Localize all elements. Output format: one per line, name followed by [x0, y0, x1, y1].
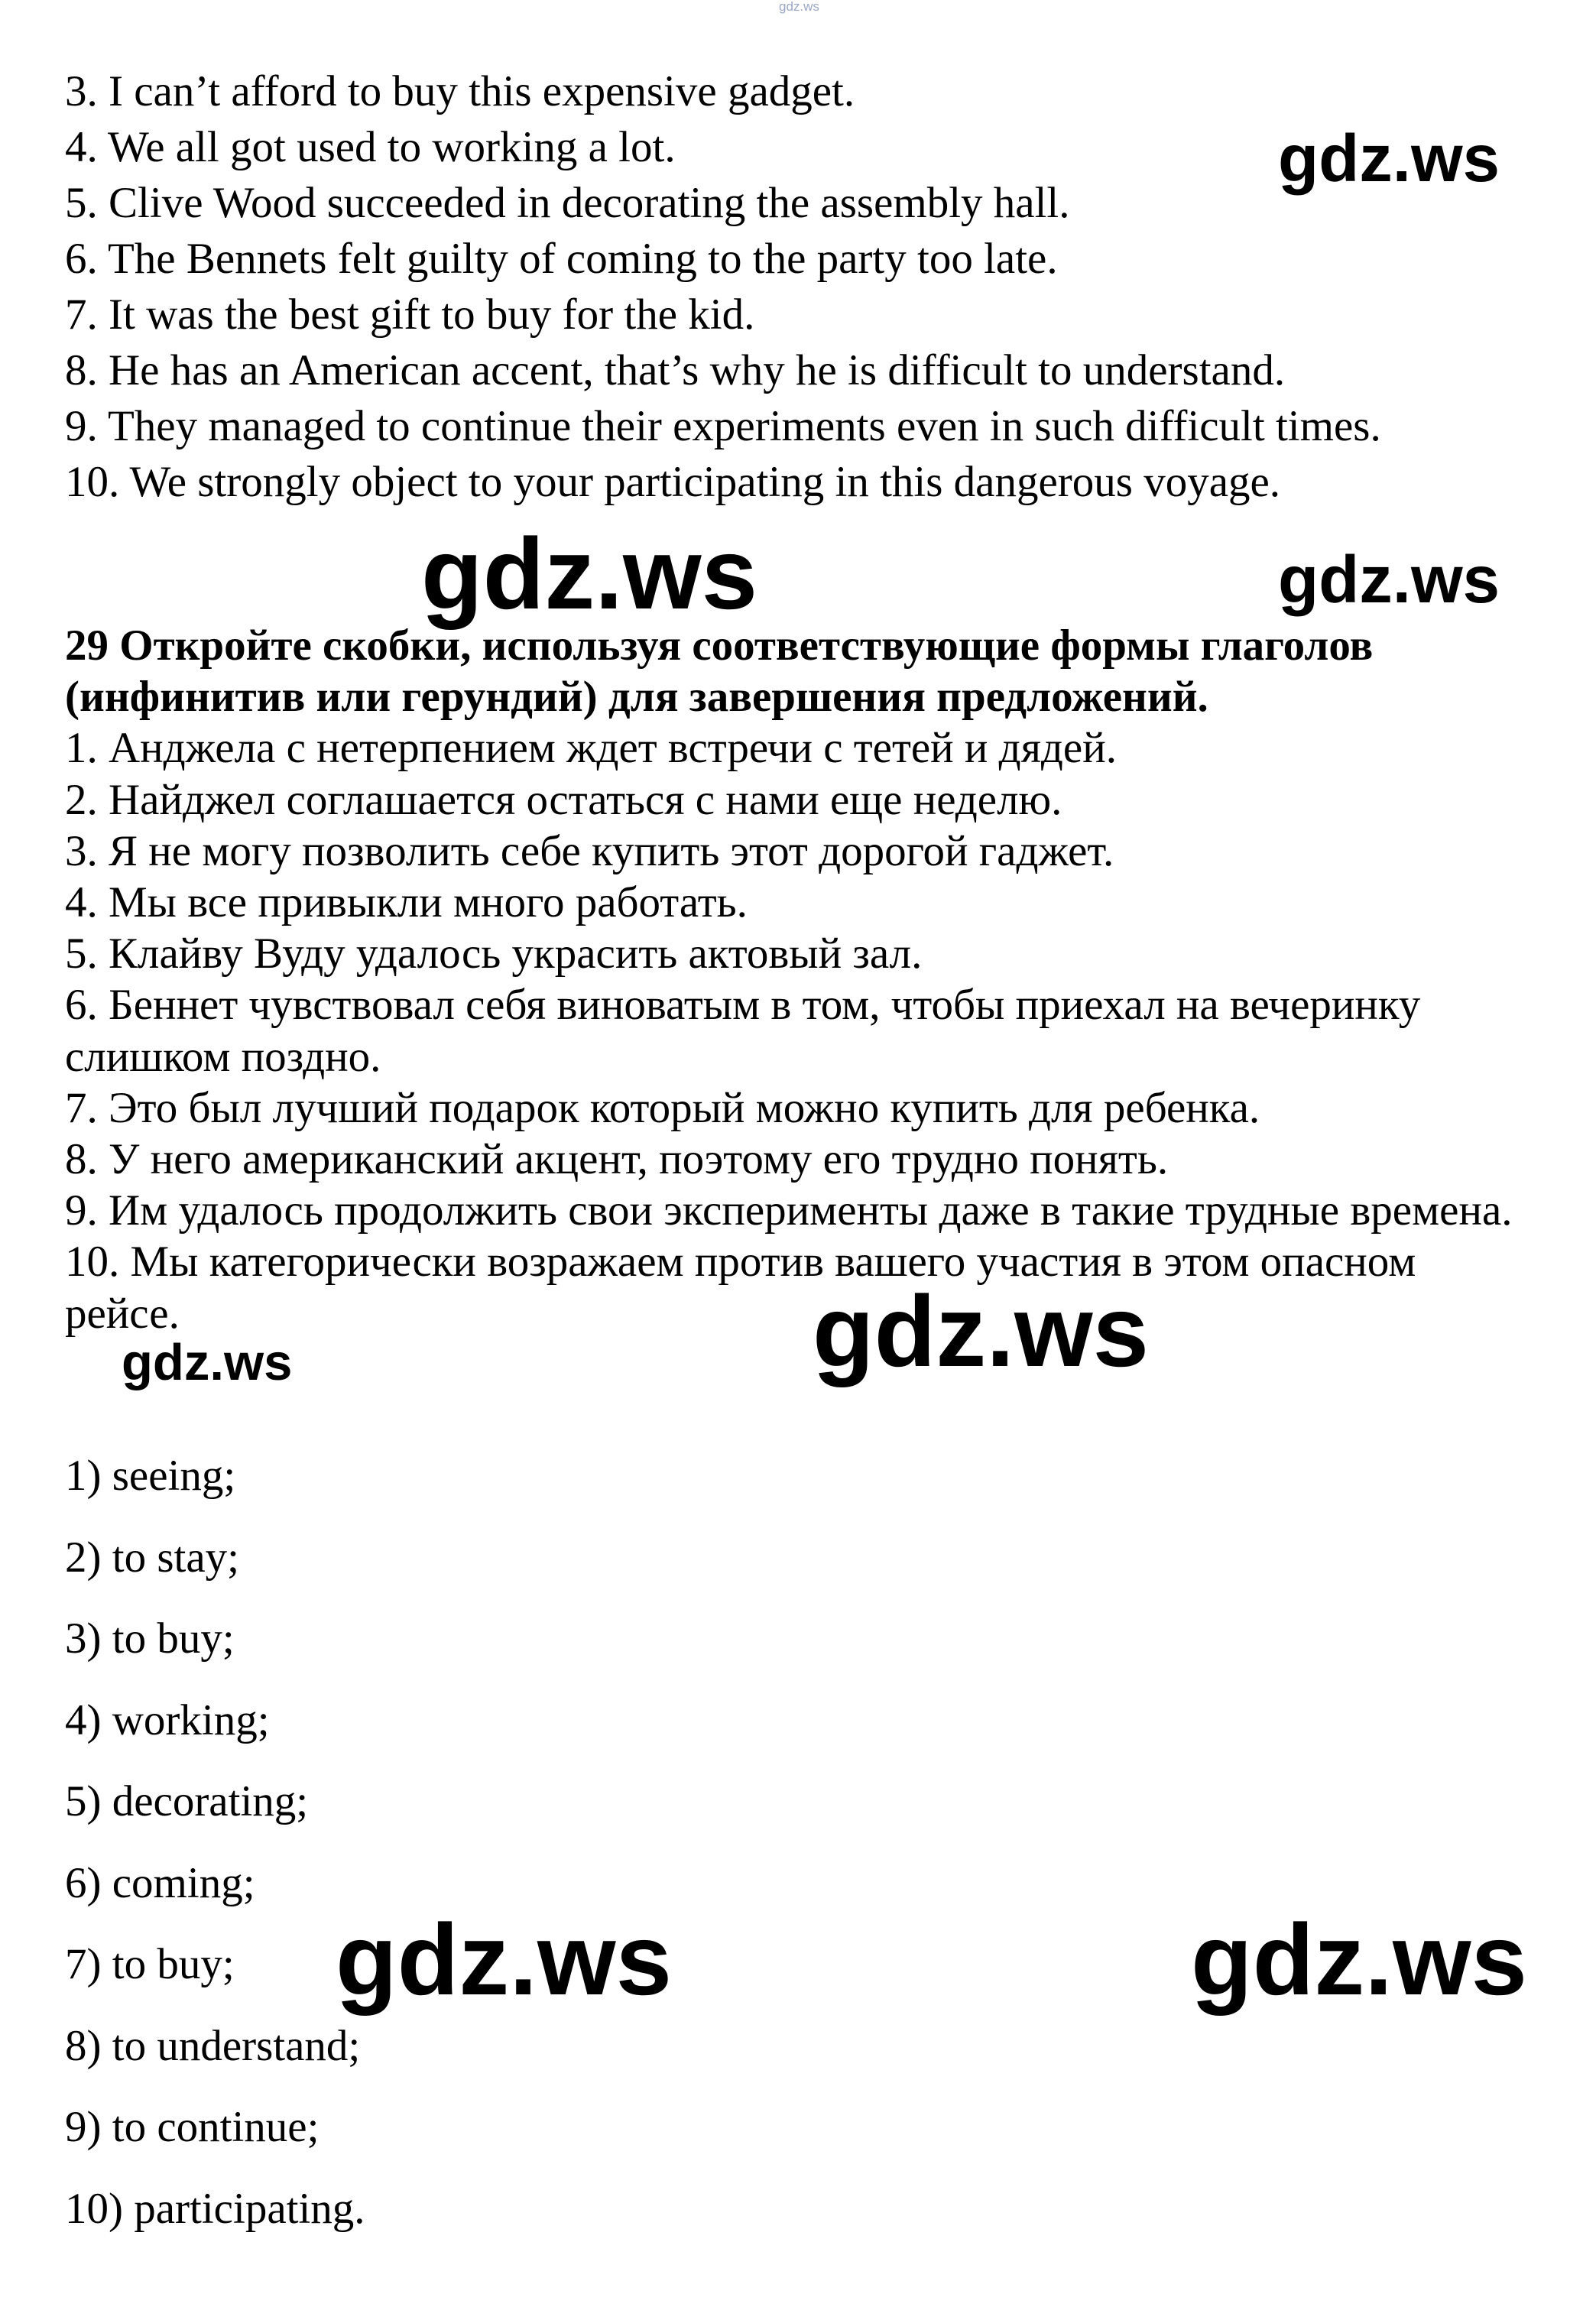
watermark-text: gdz.ws	[122, 1334, 293, 1391]
answer-item: 8) to understand;	[65, 2021, 361, 2070]
english-sentence: 5. Clive Wood succeeded in decorating the assembly hall.	[65, 179, 1070, 227]
exercise-sentence-line: 8. У него американский акцент, поэтому его трудно понять.	[65, 1135, 1169, 1184]
answer-item: 9) to continue;	[65, 2103, 320, 2151]
answer-item: 10) participating.	[65, 2184, 365, 2233]
answer-item: 1) seeing;	[65, 1452, 236, 1500]
answer-item: 6) coming;	[65, 1858, 255, 1907]
english-sentence: 10. We strongly object to your participating in this dangerous voyage.	[65, 458, 1281, 506]
exercise-sentence-line: 6. Беннет чувствовал себя виноватым в том, чтобы приехал на вечеринку	[65, 981, 1421, 1030]
exercise-sentence	[65, 1082, 1513, 1134]
answer-item: 3) to buy;	[65, 1614, 235, 1663]
english-sentence: 3. I can’t afford to buy this expensive gadget.	[65, 67, 855, 115]
answer-item: 7) to buy;	[65, 1940, 235, 1988]
answer-item: 2) to stay;	[65, 1533, 239, 1582]
exercise-sentence	[65, 928, 1513, 979]
answer-item: 5) decorating;	[65, 1777, 309, 1825]
watermark-text: gdz.ws	[1278, 543, 1500, 617]
english-sentences	[65, 63, 1381, 510]
answer-item: 4) working;	[65, 1695, 270, 1744]
english-sentence: 6. The Bennets felt guilty of coming to the party too late.	[65, 235, 1058, 283]
exercise-sentence	[65, 1236, 1513, 1338]
english-sentence: 7. It was the best gift to buy for the kid.	[65, 290, 755, 339]
exercise-sentence-line: рейсе.	[65, 1289, 180, 1338]
exercise-sentence	[65, 979, 1513, 1082]
exercise-sentence-line: 7. Это был лучший подарок который можно купить для ребенка.	[65, 1083, 1260, 1132]
english-sentence: 9. They managed to continue their experiments even in such difficult times.	[65, 402, 1381, 450]
exercise-sentence	[65, 826, 1513, 877]
watermark-text: gdz.ws	[336, 1903, 673, 2016]
exercise-sentence	[65, 1185, 1513, 1236]
exercise-sentence-line: слишком поздно.	[65, 1032, 381, 1081]
answers-list	[65, 1436, 365, 2250]
page-watermark: gdz.ws	[779, 0, 819, 14]
exercise-sentence-line: 2. Найджел соглашается остаться с нами еще неделю.	[65, 775, 1062, 824]
exercise-sentence	[65, 877, 1513, 928]
exercise-heading	[65, 620, 1513, 722]
watermark-text: gdz.ws	[1191, 1903, 1528, 2016]
watermark-text: gdz.ws	[1278, 122, 1500, 196]
exercise-heading-line: (инфинитив или герундий) для завершения предложений.	[65, 673, 1208, 722]
watermark-text: gdz.ws	[421, 518, 758, 630]
english-sentence: 8. He has an American accent, that’s why he is difficult to understand.	[65, 346, 1286, 394]
exercise-sentence-line: 10. Мы категорически возражаем против вашего участия в этом опасном	[65, 1238, 1416, 1287]
exercise-sentence-line: 5. Клайву Вуду удалось украсить актовый зал.	[65, 930, 923, 978]
english-sentence: 4. We all got used to working a lot.	[65, 123, 676, 171]
exercise-sentence-line: 4. Мы все привыкли много работать.	[65, 878, 748, 927]
exercise-29	[65, 620, 1513, 1339]
exercise-sentence-line: 3. Я не могу позволить себе купить этот дорогой гаджет.	[65, 826, 1114, 875]
exercise-sentence	[65, 1134, 1513, 1185]
exercise-sentence	[65, 722, 1513, 774]
exercise-heading-line: 29 Откройте скобки, используя соответствующие формы глаголов	[65, 621, 1374, 670]
exercise-sentence-line: 1. Анджела с нетерпением ждет встречи с тетей и дядей.	[65, 724, 1117, 773]
watermark-text: gdz.ws	[813, 1275, 1150, 1387]
exercise-sentence	[65, 774, 1513, 826]
exercise-sentence-line: 9. Им удалось продолжить свои эксперименты даже в такие трудные времена.	[65, 1186, 1513, 1235]
